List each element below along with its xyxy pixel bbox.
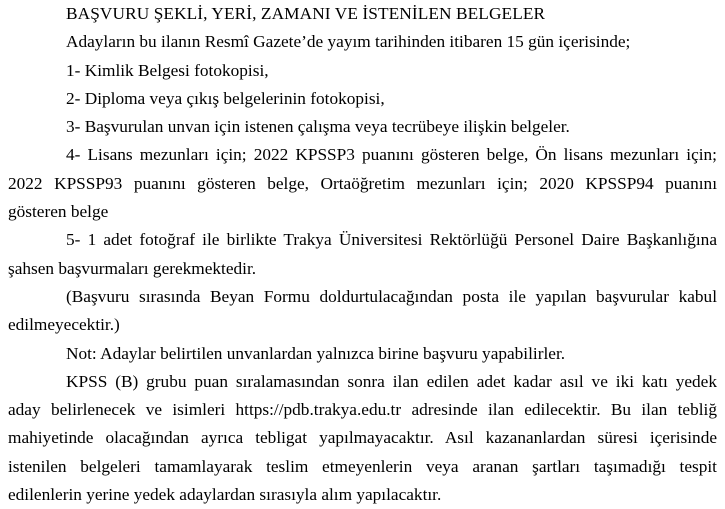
list-item-3: 3- Başvurulan unvan için istenen çalışma veya tecrübeye ilişkin belgeler. bbox=[66, 117, 570, 137]
note-paren-line-1: (Başvuru sırasında Beyan Formu doldurtulacağından posta ile yapılan başvurular kabul bbox=[66, 286, 717, 306]
kpss-paragraph-line-4: istenilen belgeleri tamamlayarak teslim etmeyenlerin veya aranan şartları taşımadığı tespit bbox=[8, 456, 717, 476]
list-item-1: 1- Kimlik Belgesi fotokopisi, bbox=[66, 60, 269, 80]
list-item-2: 2- Diploma veya çıkış belgelerinin fotokopisi, bbox=[66, 88, 385, 108]
note-paragraph: Not: Adaylar belirtilen unvanlardan yalnızca birine başvuru yapabilirler. bbox=[66, 343, 566, 363]
intro-paragraph: Adayların bu ilanın Resmî Gazete’de yayım tarihinden itibaren 15 gün içerisinde; bbox=[66, 32, 631, 52]
list-item-5-line-2: şahsen başvurmaları gerekmektedir. bbox=[8, 258, 257, 278]
list-item-4-line-3: gösteren belge bbox=[8, 202, 109, 222]
kpss-paragraph-line-5: edilenlerin yerine yedek adaylardan sırasıyla alım yapılacaktır. bbox=[8, 485, 442, 505]
list-item-5-line-1: 5- 1 adet fotoğraf ile birlikte Trakya Üniversitesi Rektörlüğü Personel Daire Başkanlığına bbox=[66, 230, 717, 250]
note-paren-line-2: edilmeyecektir.) bbox=[8, 315, 120, 335]
list-item-4-line-1: 4- Lisans mezunları için; 2022 KPSSP3 puanını gösteren belge, Ön lisans mezunları için; bbox=[66, 145, 717, 165]
kpss-paragraph-line-2: aday belirlenecek ve isimleri https://pdb.trakya.edu.tr adresinde ilan edilecektir. Bu ilan tebliğ bbox=[8, 400, 717, 420]
kpss-paragraph-line-1: KPSS (B) grubu puan sıralamasından sonra ilan edilen adet kadar asıl ve iki katı yedek bbox=[66, 371, 717, 391]
document-body bbox=[8, 0, 717, 509]
list-item-4-line-2: 2022 KPSSP93 puanını gösteren belge, Ortaöğretim mezunları için; 2020 KPSSP94 puanını bbox=[8, 173, 717, 193]
kpss-paragraph-line-3: mahiyetinde olacağından ayrıca tebligat yapılmayacaktır. Asıl kazananlardan süresi içerisinde bbox=[8, 428, 717, 448]
section-heading: BAŞVURU ŞEKLİ, YERİ, ZAMANI VE İSTENİLEN BELGELER bbox=[66, 4, 546, 23]
